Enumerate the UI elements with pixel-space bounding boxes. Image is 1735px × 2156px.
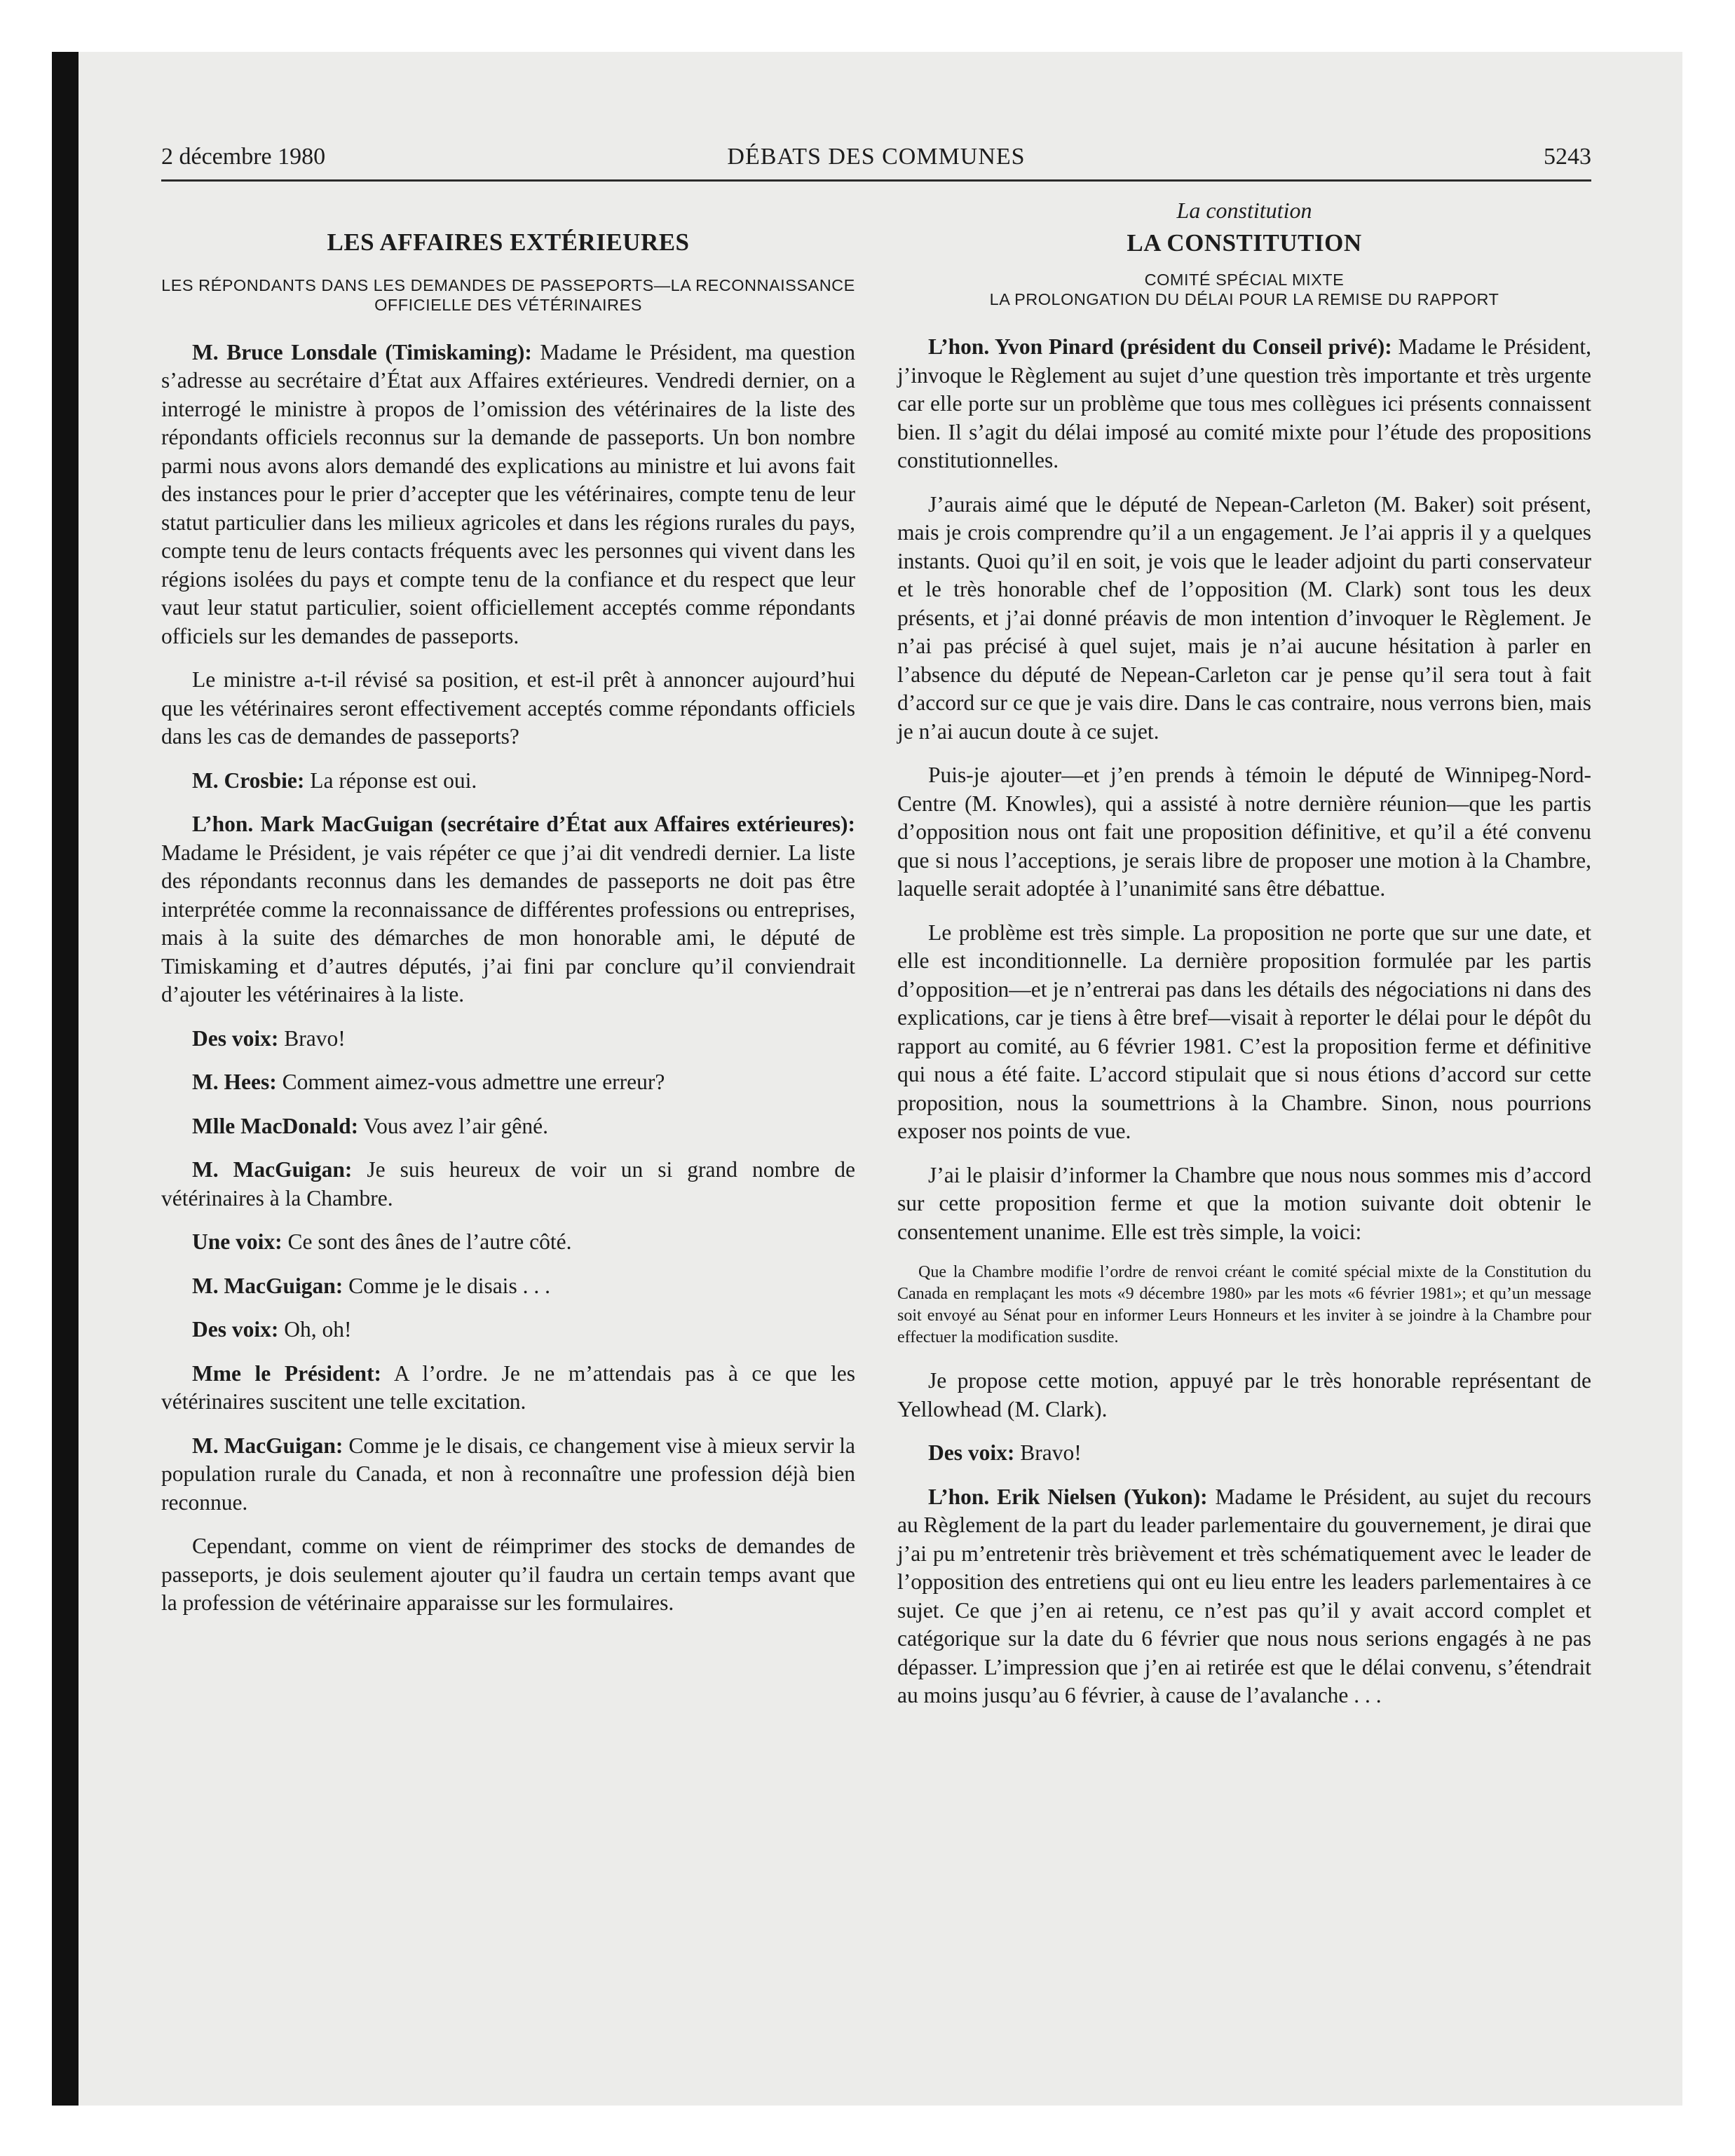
speaker-name: Des voix: <box>928 1440 1015 1465</box>
left-column <box>161 196 855 1633</box>
paragraph <box>161 1156 855 1213</box>
subhead-line: COMITÉ SPÉCIAL MIXTE <box>1144 271 1345 289</box>
paragraph <box>897 333 1591 475</box>
speaker-name: M. Bruce Lonsdale (Timiskaming): <box>192 339 532 364</box>
paragraph <box>161 1112 855 1141</box>
speaker-name: L’hon. Mark MacGuigan (secrétaire d’État aux Affaires extérieures): <box>192 812 855 836</box>
paragraph <box>897 1483 1591 1710</box>
speaker-name: Mlle MacDonald: <box>192 1113 359 1138</box>
paragraph <box>161 1228 855 1257</box>
speaker-name: Mme le Président: <box>192 1360 382 1386</box>
paragraph-text: Comment aimez-vous admettre une erreur? <box>276 1070 665 1094</box>
paragraph-text: Ce sont des ânes de l’autre côté. <box>282 1229 572 1254</box>
paragraph <box>161 1025 855 1053</box>
speaker-name: Une voix: <box>192 1229 283 1254</box>
header-title: DÉBATS DES COMMUNES <box>727 144 1026 170</box>
speaker-name: L’hon. Erik Nielsen (Yukon): <box>928 1484 1208 1509</box>
paragraph <box>161 1272 855 1301</box>
section-title: LES AFFAIRES EXTÉRIEURES <box>327 228 690 256</box>
paragraph-text: Je propose cette motion, appuyé par le très honorable représentant de Yellowhead (M. Clark). <box>897 1368 1591 1421</box>
binding-edge <box>52 52 79 2106</box>
paragraph <box>897 491 1591 746</box>
paragraph <box>161 1532 855 1618</box>
section-subhead <box>897 270 1591 309</box>
motion-text: Que la Chambre modifie l’ordre de renvoi créant le comité spécial mixte de la Constitution du Canada en remplaçant les mots «9 décembre 1980» par les mots «6 février 1981»; et qu’un message soit envoyé au Sénat pour en informer Leurs Honneurs et les inviter à se joindre à la Chambre pour effectuer la modification susdite. <box>897 1263 1591 1346</box>
paragraph-text: La réponse est oui. <box>304 767 477 793</box>
speaker-name: M. MacGuigan: <box>192 1157 353 1182</box>
paragraph-text: J’aurais aimé que le député de Nepean-Carleton (M. Baker) soit présent, mais je crois comprendre qu’il a un engagement. Je l’ai appris il y a quelques instants. Quoi qu’il en soit, je vois que le leader adjoint du parti conservateur et le très honorable chef de l’opposition (M. Clark) sont tous les deux présents, et j’ai donné préavis de mon intention d’invoquer le Règlement. Je n’ai pas précisé à quel sujet, mais je n’ai aucune hésitation à parler en l’absence du député de Nepean-Carleton car je pense qu’il sera tout à fait d’accord sur ce que je vais dire. Dans le cas contraire, nous verrons bien, mais je n’ai aucun doute à ce sujet. <box>897 491 1591 744</box>
speaker-name: L’hon. Yvon Pinard (président du Conseil privé): <box>928 334 1392 359</box>
paragraph <box>161 1432 855 1517</box>
speaker-name: Des voix: <box>192 1025 279 1051</box>
paragraph-text: Le problème est très simple. La proposition ne porte que sur une date, et elle est inconditionnelle. La dernière proposition formulée par les partis d’opposition—et je n’entrerai pas dans les détails des négociations ni dans des explications, car je tiens à être bref—visait à reporter le délai pour le dépôt du rapport au comité, au 6 février 1981. C’est la proposition ferme et définitive qui nous a été faite. L’accord stipulait que si nous étions d’accord sur cette proposition, nous la soumettrions à la Chambre. Sinon, nous pourrions exposer nos points de vue. <box>897 920 1591 1143</box>
paragraph <box>897 1367 1591 1424</box>
paragraph <box>897 919 1591 1146</box>
paragraph-text: Puis-je ajouter—et j’en prends à témoin le député de Winnipeg-Nord-Centre (M. Knowles), qui a assisté à notre dernière réunion—que les partis d’opposition nous ont fait une proposition définitive, et qu’il a été convenu que si nous l’acceptions, je serais libre de proposer une motion à la Chambre, laquelle serait adoptée à l’unanimité sans être débattue. <box>897 763 1591 901</box>
paragraph-text: Comme je le disais . . . <box>343 1273 550 1298</box>
paragraph <box>161 339 855 651</box>
paragraph <box>161 810 855 1009</box>
speaker-name: Des voix: <box>192 1317 279 1342</box>
paragraph-text: Oh, oh! <box>278 1317 352 1342</box>
paragraph-list <box>161 339 855 1618</box>
page-header <box>161 140 1591 182</box>
paragraph-text: J’ai le plaisir d’informer la Chambre que nous nous sommes mis d’accord sur cette proposition ferme et que la motion suivante doit obtenir le consentement unanime. Elle est très simple, la voici: <box>897 1162 1591 1244</box>
paragraph <box>161 1316 855 1344</box>
paragraph-text: Madame le Président, au sujet du recours au Règlement de la part du leader parlementaire du gouvernement, je dirai que j’ai pu m’entretenir très brièvement et très schématiquement avec le leader de l’opposition des entretiens qui ont eu lieu entre les leaders parlementaires à ce sujet. Ce que j’en ai retenu, ce n’est pas qu’il y avait accord complet et catégorique sur la date du 6 février que nous nous serions engagés à ne pas dépasser. L’impression que j’en ai retirée est que le délai convenu, s’étendrait au moins jusqu’au 6 février, à cause de l’avalanche . . . <box>897 1484 1591 1707</box>
paragraph-text: Je suis heureux de voir un si grand nombre de vétérinaires à la Chambre. <box>161 1157 855 1210</box>
subhead-line: LA PROLONGATION DU DÉLAI POUR LA REMISE DU RAPPORT <box>989 290 1499 308</box>
paragraph-text: Madame le Président, je vais répéter ce que j’ai dit vendredi dernier. La liste des répondants reconnus dans les demandes de passeports ne doit pas être interprétée comme la reconnaissance de différentes professions ou entreprises, mais à la suite des démarches de mon honorable ami, le député de Timiskaming et d’autres députés, j’ai fini par conclure qu’il conviendrait d’ajouter les vétérinaires à la liste. <box>161 840 855 1007</box>
paragraph <box>897 761 1591 903</box>
paragraph-text: Madame le Président, j’invoque le Règlement au sujet d’une question très importante et très urgente car elle porte sur un problème que tous mes collègues ici présents connaissent bien. Il s’agit du délai imposé au comité mixte pour l’étude des propositions constitutionnelles. <box>897 334 1591 472</box>
paragraph-text: Cependant, comme on vient de réimprimer des stocks de demandes de passeports, je dois seulement ajouter qu’il faudra un certain temps avant que la profession de vétérinaire apparaisse sur les formulaires. <box>161 1534 855 1615</box>
paragraph <box>161 1360 855 1417</box>
paragraph <box>897 1439 1591 1468</box>
paragraph-list <box>897 1367 1591 1710</box>
paragraph-text: Le ministre a-t-il révisé sa position, et est-il prêt à annoncer aujourd’hui que les vétérinaires seront effectivement acceptés comme répondants officiels dans les cas de demandes de passeports? <box>161 667 855 749</box>
paragraph <box>161 767 855 796</box>
paragraph <box>897 1161 1591 1247</box>
paragraph-text: A l’ordre. Je ne m’attendais pas à ce que les vétérinaires suscitent une telle excitation. <box>161 1360 855 1414</box>
header-date: 2 décembre 1980 <box>161 144 326 170</box>
speaker-name: M. Crosbie: <box>192 767 305 793</box>
speaker-name: M. MacGuigan: <box>192 1433 343 1458</box>
paragraph-text: Bravo! <box>278 1025 346 1051</box>
paragraph <box>161 1068 855 1097</box>
paragraph <box>161 666 855 751</box>
section-subhead: LES RÉPONDANTS DANS LES DEMANDES DE PASSEPORTS—LA RECONNAISSANCE OFFICIELLE DES VÉTÉRINAIRES <box>161 275 855 314</box>
paragraph-text: Madame le Président, ma question s’adresse au secrétaire d’État aux Affaires extérieures. Vendredi dernier, on a interrogé le ministre à propos de l’omission des vétérinaires de la liste des répondants officiels reconnus sur la demande de passeports. Un bon nombre parmi nous avons alors demandé des explications au ministre et lui avons fait des instances pour le prier d’accepter que les vétérinaires, compte tenu de leur statut particulier dans les milieux agricoles et dans les régions rurales du pays, compte tenu de leurs contacts fréquents avec les personnes qui vivent dans les régions isolées du pays et compte tenu de la confiance et du respect que leur vaut leur statut particulier, soient officiellement acceptés comme répondants officiels sur les demandes de passeports. <box>161 339 855 648</box>
rubric: La constitution <box>1176 198 1312 223</box>
paragraph-text: Bravo! <box>1014 1440 1082 1465</box>
speaker-name: M. Hees: <box>192 1070 277 1094</box>
page <box>161 140 1591 2075</box>
right-column <box>897 196 1591 1726</box>
speaker-name: M. MacGuigan: <box>192 1273 343 1298</box>
paragraph-text: Vous avez l’air gêné. <box>358 1113 548 1138</box>
paragraph-list <box>897 333 1591 1246</box>
paragraph-text: Comme je le disais, ce changement vise à mieux servir la population rurale du Canada, et non à reconnaître une profession déjà bien reconnue. <box>161 1433 856 1515</box>
header-page-number: 5243 <box>1544 144 1591 170</box>
section-title: LA CONSTITUTION <box>1127 228 1362 257</box>
